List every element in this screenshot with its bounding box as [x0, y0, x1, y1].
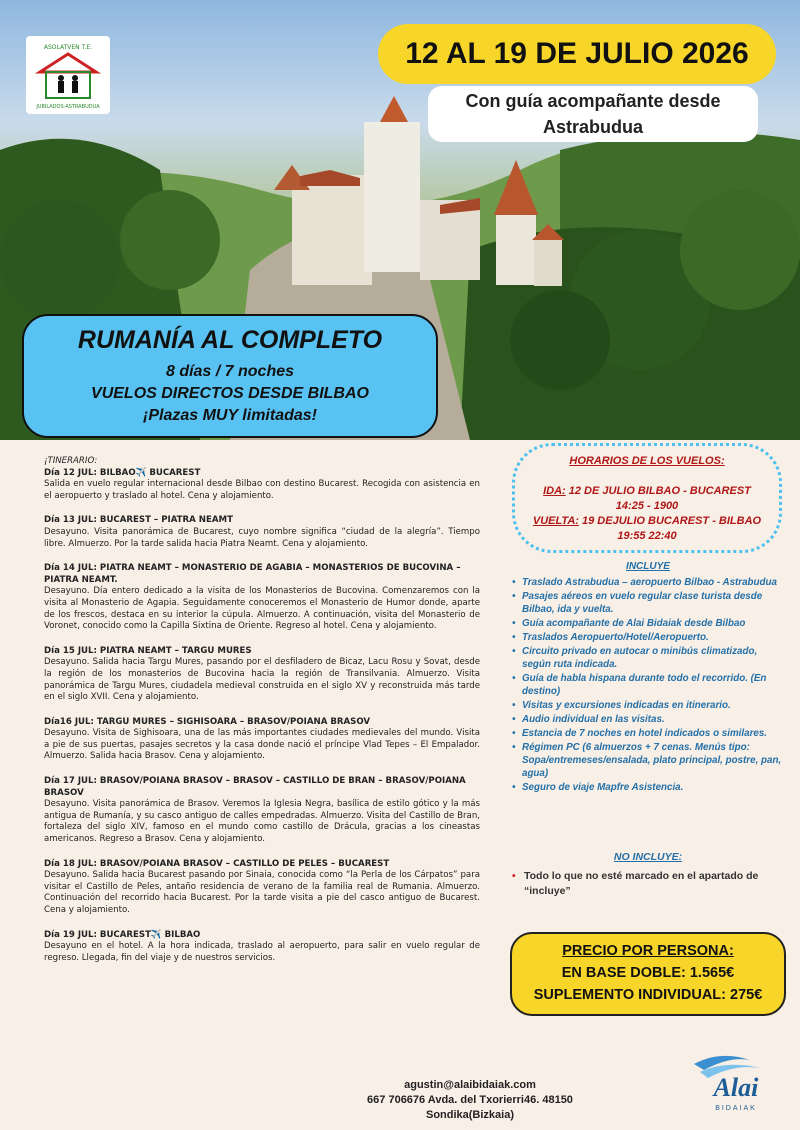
list-item: • Seguro de viaje Mapfre Asistencia.: [508, 781, 788, 794]
itinerary-label: ¡TINERARIO:: [44, 456, 98, 466]
includes-section: [508, 560, 788, 795]
day-heading: Día16 JUL: TARGU MURES – SIGHISOARA – BRASOV/POIANA BRASOV: [44, 716, 371, 727]
not-included-list: [508, 869, 788, 899]
price-heading: PRECIO POR PERSONA:: [562, 943, 734, 959]
trip-title: RUMANÍA AL COMPLETO: [77, 326, 383, 354]
itinerary-day: [44, 515, 480, 550]
day-body: Salida en vuelo regular internacional desde Bilbao con destino Bucarest. Recogida con asistencia en el aeropuerto y traslado al hotel. Cena y alojamiento.: [44, 479, 480, 501]
list-item: • Traslado Astrabudua – aeropuerto Bilbao - Astrabudua: [508, 576, 788, 589]
day-body: Desayuno. Visita panorámica de Brasov. Veremos la Iglesia Negra, basílica de estilo gótico y la más antigua de Rumanía, y su casco antiguo de calles empedradas. Almuerzo. Visita del Castillo de Bran, fortaleza del siglo XIV, famoso en el mundo como castillo de Drácula, gracias a los cineastas americanos. Regreso a Brasov. Cena y alojamiento.: [44, 799, 480, 845]
not-included-heading: NO INCLUYE:: [613, 851, 683, 863]
list-item: • Pasajes aéreos en vuelo regular clase turista desde Bilbao, ida y vuelta.: [508, 590, 788, 616]
day-body: Desayuno. Visita panorámica de Bucarest, cuyo nombre significa “ciudad de la alegría”. Tiempo libre. Almuerzo. Por la tarde salida hacia Piatra Neamt. Cena y alojamiento.: [44, 526, 480, 549]
includes-heading: INCLUYE: [626, 561, 670, 572]
day-body: Desayuno. Salida hacia Targu Mures, pasando por el desfiladero de Bicaz, Lacu Rosu y Sovat, desde la región de los monasterios de Bucovina hacia la región de Transilvania. Almuerzo. Visita panorámica de Targu Mures, ciudadela medieval construida en el siglo XV y reconstruida más tarde en el siglo XVII. Cena y alojamiento.: [44, 657, 480, 703]
day-body: Desayuno en el hotel. A la hora indicada, traslado al aeropuerto, para salir en vuelo regular de regreso. Llegada, fin del viaje y de nuestros servicios.: [44, 941, 480, 963]
guide-banner: [428, 86, 758, 142]
price-double: EN BASE DOBLE: 1.565€: [561, 965, 735, 981]
price-box: [510, 932, 786, 1016]
day-heading: Día 13 JUL: BUCAREST – PIATRA NEAMT: [44, 515, 233, 526]
guide-line1: Con guía acompañante desde: [465, 91, 721, 111]
outbound-flight: [515, 484, 779, 499]
hero-image: [0, 0, 800, 440]
day-heading: Día 18 JUL: BRASOV/POIANA BRASOV – CASTILLO DE PELES – BUCAREST: [44, 858, 390, 869]
return-route: 19 DEJULIO BUCAREST - BILBAO: [582, 515, 762, 527]
flight-schedule-heading: HORARIOS DE LOS VUELOS:: [569, 455, 725, 467]
trip-dates: 12 AL 19 DE JULIO 2026: [405, 37, 749, 70]
day-heading: Día 19 JUL: BUCAREST✈️ BILBAO: [44, 929, 201, 940]
logo-top-text: ASOLATVEN T.E.: [43, 44, 93, 51]
itinerary: [44, 456, 480, 977]
return-label: VUELTA:: [532, 515, 579, 527]
contact-email[interactable]: agustin@alaibidaiak.com: [404, 1079, 536, 1091]
trip-dates-banner: [378, 24, 776, 84]
association-logo: [26, 36, 110, 114]
brand-name: Alai: [713, 1073, 759, 1102]
list-item: • Audio individual en las visitas.: [508, 713, 788, 726]
trip-limited: ¡Plazas MUY limitadas!: [143, 407, 317, 424]
includes-list: [508, 576, 788, 794]
itinerary-day: [44, 468, 480, 503]
wave-logo-icon: [690, 1050, 776, 1114]
outbound-times: 14:25 - 1900: [615, 500, 679, 512]
trip-title-box: [22, 314, 438, 438]
day-heading: Día 15 JUL: PIATRA NEAMT – TARGU MURES: [44, 645, 252, 656]
day-heading: Día 17 JUL: BRASOV/POIANA BRASOV – BRASOV – CASTILLO DE BRAN – BRASOV/POIANA BRASOV: [44, 776, 466, 798]
alai-bidaiak-logo: [690, 1050, 776, 1114]
return-times: 19:55 22:40: [617, 530, 677, 542]
flight-schedule: [512, 443, 782, 553]
day-body: Desayuno. Día entero dedicado a la visita de los Monasterios de Bucovina. Comenzaremos con la visita al Monasterio de Agapia. Seguidamente conoceremos el Monasterio de Humor donde, aparte de los frescos, destaca en su interior la cúpula. Almuerzo. A continuación, visita del Monasterio de Voronet, conocido como la Capilla Sixtina de Oriente. Regreso al hotel. Cena y alojamiento.: [44, 586, 480, 632]
list-item: • Estancia de 7 noches en hotel indicados o similares.: [508, 727, 788, 740]
brand-sub: BIDAIAK: [715, 1105, 757, 1112]
contact-city: Sondika(Bizkaia): [425, 1109, 515, 1121]
price-single-supplement: SUPLEMENTO INDIVIDUAL: 275€: [533, 987, 763, 1003]
list-item: • Guía acompañante de Alai Bidaiak desde Bilbao: [508, 617, 788, 630]
itinerary-day: [44, 859, 480, 917]
list-item: • Visitas y excursiones indicadas en itinerario.: [508, 699, 788, 712]
list-item: • Régimen PC (6 almuerzos + 7 cenas. Menús tipo: Sopa/entremeses/ensalada, plato principal, postre, pan, agua): [508, 741, 788, 780]
list-item: • Circuito privado en autocar o minibús climatizado, según ruta indicada.: [508, 645, 788, 671]
trip-flights: VUELOS DIRECTOS DESDE BILBAO: [91, 385, 369, 402]
guide-line2: Astrabudua: [542, 117, 643, 137]
day-heading: Día 12 JUL: BILBAO✈️ BUCAREST: [44, 467, 201, 478]
itinerary-day: [44, 776, 480, 846]
house-logo-icon: [26, 36, 110, 114]
itinerary-day: [44, 646, 480, 704]
day-heading: Día 14 JUL: PIATRA NEAMT – MONASTERIO DE AGABIA – MONASTERIOS DE BUCOVINA – PIATRA NEAMT.: [44, 563, 461, 585]
list-item: • Todo lo que no esté marcado en el apartado de “incluye”: [508, 869, 788, 899]
itinerary-day: [44, 717, 480, 763]
trip-duration: 8 días / 7 noches: [165, 363, 295, 380]
itinerary-day: [44, 563, 480, 633]
not-included-section: [508, 850, 788, 899]
outbound-label: IDA:: [543, 485, 566, 497]
return-flight: [515, 514, 779, 529]
day-body: Desayuno. Salida hacia Bucarest pasando por Sinaia, conocida como “la Perla de los Cárpatos” para visitar el Castillo de Peles, antaño residencia de verano de la familia real de Rumania. Almuerzo. Continuación del recorrido hacia Bucarest. Por la tarde visita a pie del casco antiguo de Bucarest. Cena y alojamiento.: [44, 870, 480, 915]
outbound-route: 12 DE JULIO BILBAO - BUCAREST: [568, 485, 751, 497]
list-item: • Guía de habla hispana durante todo el recorrido. (En destino): [508, 672, 788, 698]
contact-info: [340, 1078, 600, 1123]
day-body: Desayuno. Visita de Sighisoara, una de las más importantes ciudades medievales del mundo. Visita a pie de sus puertas, pasajes secretos y la casa donde nació el príncipe Vlad Tepes – El Empalador. Almuerzo. Salida hacia Brasov. Cena y alojamiento.: [44, 728, 480, 762]
itinerary-day: [44, 930, 480, 965]
logo-bottom-text: JUBILADOS-ASTRABUDUA: [36, 104, 100, 110]
list-item: • Traslados Aeropuerto/Hotel/Aeropuerto.: [508, 631, 788, 644]
contact-address: 667 706676 Avda. del Txorierri46. 48150: [367, 1094, 573, 1106]
